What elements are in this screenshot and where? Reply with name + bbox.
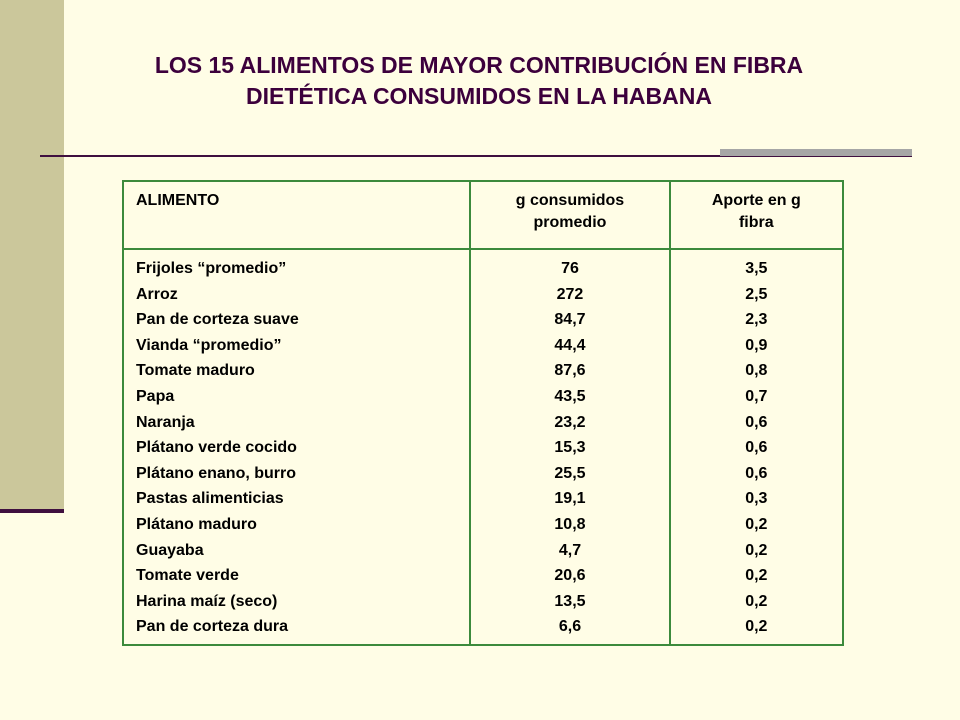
fiber-value: 2,3 [745, 311, 768, 329]
food-name: Papa [136, 387, 175, 405]
side-decorative-band [0, 0, 64, 512]
grams-value: 15,3 [554, 439, 586, 457]
food-name: Pastas alimenticias [136, 490, 284, 508]
header-grams: g consumidos promedio [470, 181, 669, 249]
food-name: Arroz [136, 285, 178, 303]
table-body-row [123, 249, 843, 645]
fiber-value: 0,2 [745, 567, 768, 585]
fiber-value: 0,3 [745, 490, 768, 508]
fiber-value: 0,2 [745, 515, 768, 533]
fiber-value: 0,2 [745, 592, 768, 610]
header-food: ALIMENTO [123, 181, 470, 249]
grams-value: 13,5 [554, 592, 586, 610]
food-name: Tomate maduro [136, 362, 255, 380]
food-name: Guayaba [136, 541, 204, 559]
fiber-value: 0,7 [745, 387, 768, 405]
slide-title-line-1: LOS 15 ALIMENTOS DE MAYOR CONTRIBUCIÓN EN FIBRA [154, 52, 804, 78]
food-name: Plátano maduro [136, 515, 257, 533]
grams-value: 20,6 [554, 567, 586, 585]
fiber-value: 2,5 [745, 285, 768, 303]
food-name: Vianda “promedio” [136, 336, 282, 354]
grams-value: 87,6 [554, 362, 586, 380]
header-fiber: Aporte en g fibra [670, 181, 843, 249]
grams-value: 6,6 [558, 618, 582, 636]
food-column [123, 249, 470, 645]
fiber-value: 0,9 [745, 336, 768, 354]
fiber-column [670, 249, 843, 645]
grams-value: 25,5 [554, 464, 586, 482]
food-name: Plátano enano, burro [136, 464, 297, 482]
grams-column [470, 249, 669, 645]
title-divider-accent [720, 149, 912, 156]
grams-value: 23,2 [554, 413, 586, 431]
food-name: Naranja [136, 413, 195, 431]
grams-value: 44,4 [554, 336, 586, 354]
slide-title-line-2: DIETÉTICA CONSUMIDOS EN LA HABANA [246, 83, 712, 109]
table-header-row [123, 181, 843, 249]
fiber-value: 0,2 [745, 618, 768, 636]
fiber-foods-table [122, 180, 844, 646]
fiber-value: 3,5 [745, 260, 768, 277]
grams-value: 84,7 [554, 311, 586, 329]
grams-value: 4,7 [558, 541, 582, 559]
fiber-value: 0,6 [745, 413, 768, 431]
grams-value: 10,8 [554, 515, 586, 533]
grams-value: 76 [561, 260, 579, 277]
food-name: Harina maíz (seco) [136, 592, 278, 610]
grams-value: 272 [556, 285, 584, 303]
fiber-value: 0,6 [745, 439, 768, 457]
grams-value: 43,5 [554, 387, 586, 405]
fiber-value: 0,2 [745, 541, 768, 559]
fiber-value: 0,6 [745, 464, 768, 482]
side-band-underline [0, 509, 64, 513]
fiber-value: 0,8 [745, 362, 768, 380]
food-name: Plátano verde cocido [136, 439, 297, 457]
food-name: Frijoles “promedio” [136, 260, 287, 277]
slide-title [64, 50, 894, 112]
grams-value: 19,1 [554, 490, 586, 508]
food-name: Pan de corteza dura [136, 618, 289, 636]
food-name: Pan de corteza suave [136, 311, 299, 329]
food-name: Tomate verde [136, 567, 239, 585]
